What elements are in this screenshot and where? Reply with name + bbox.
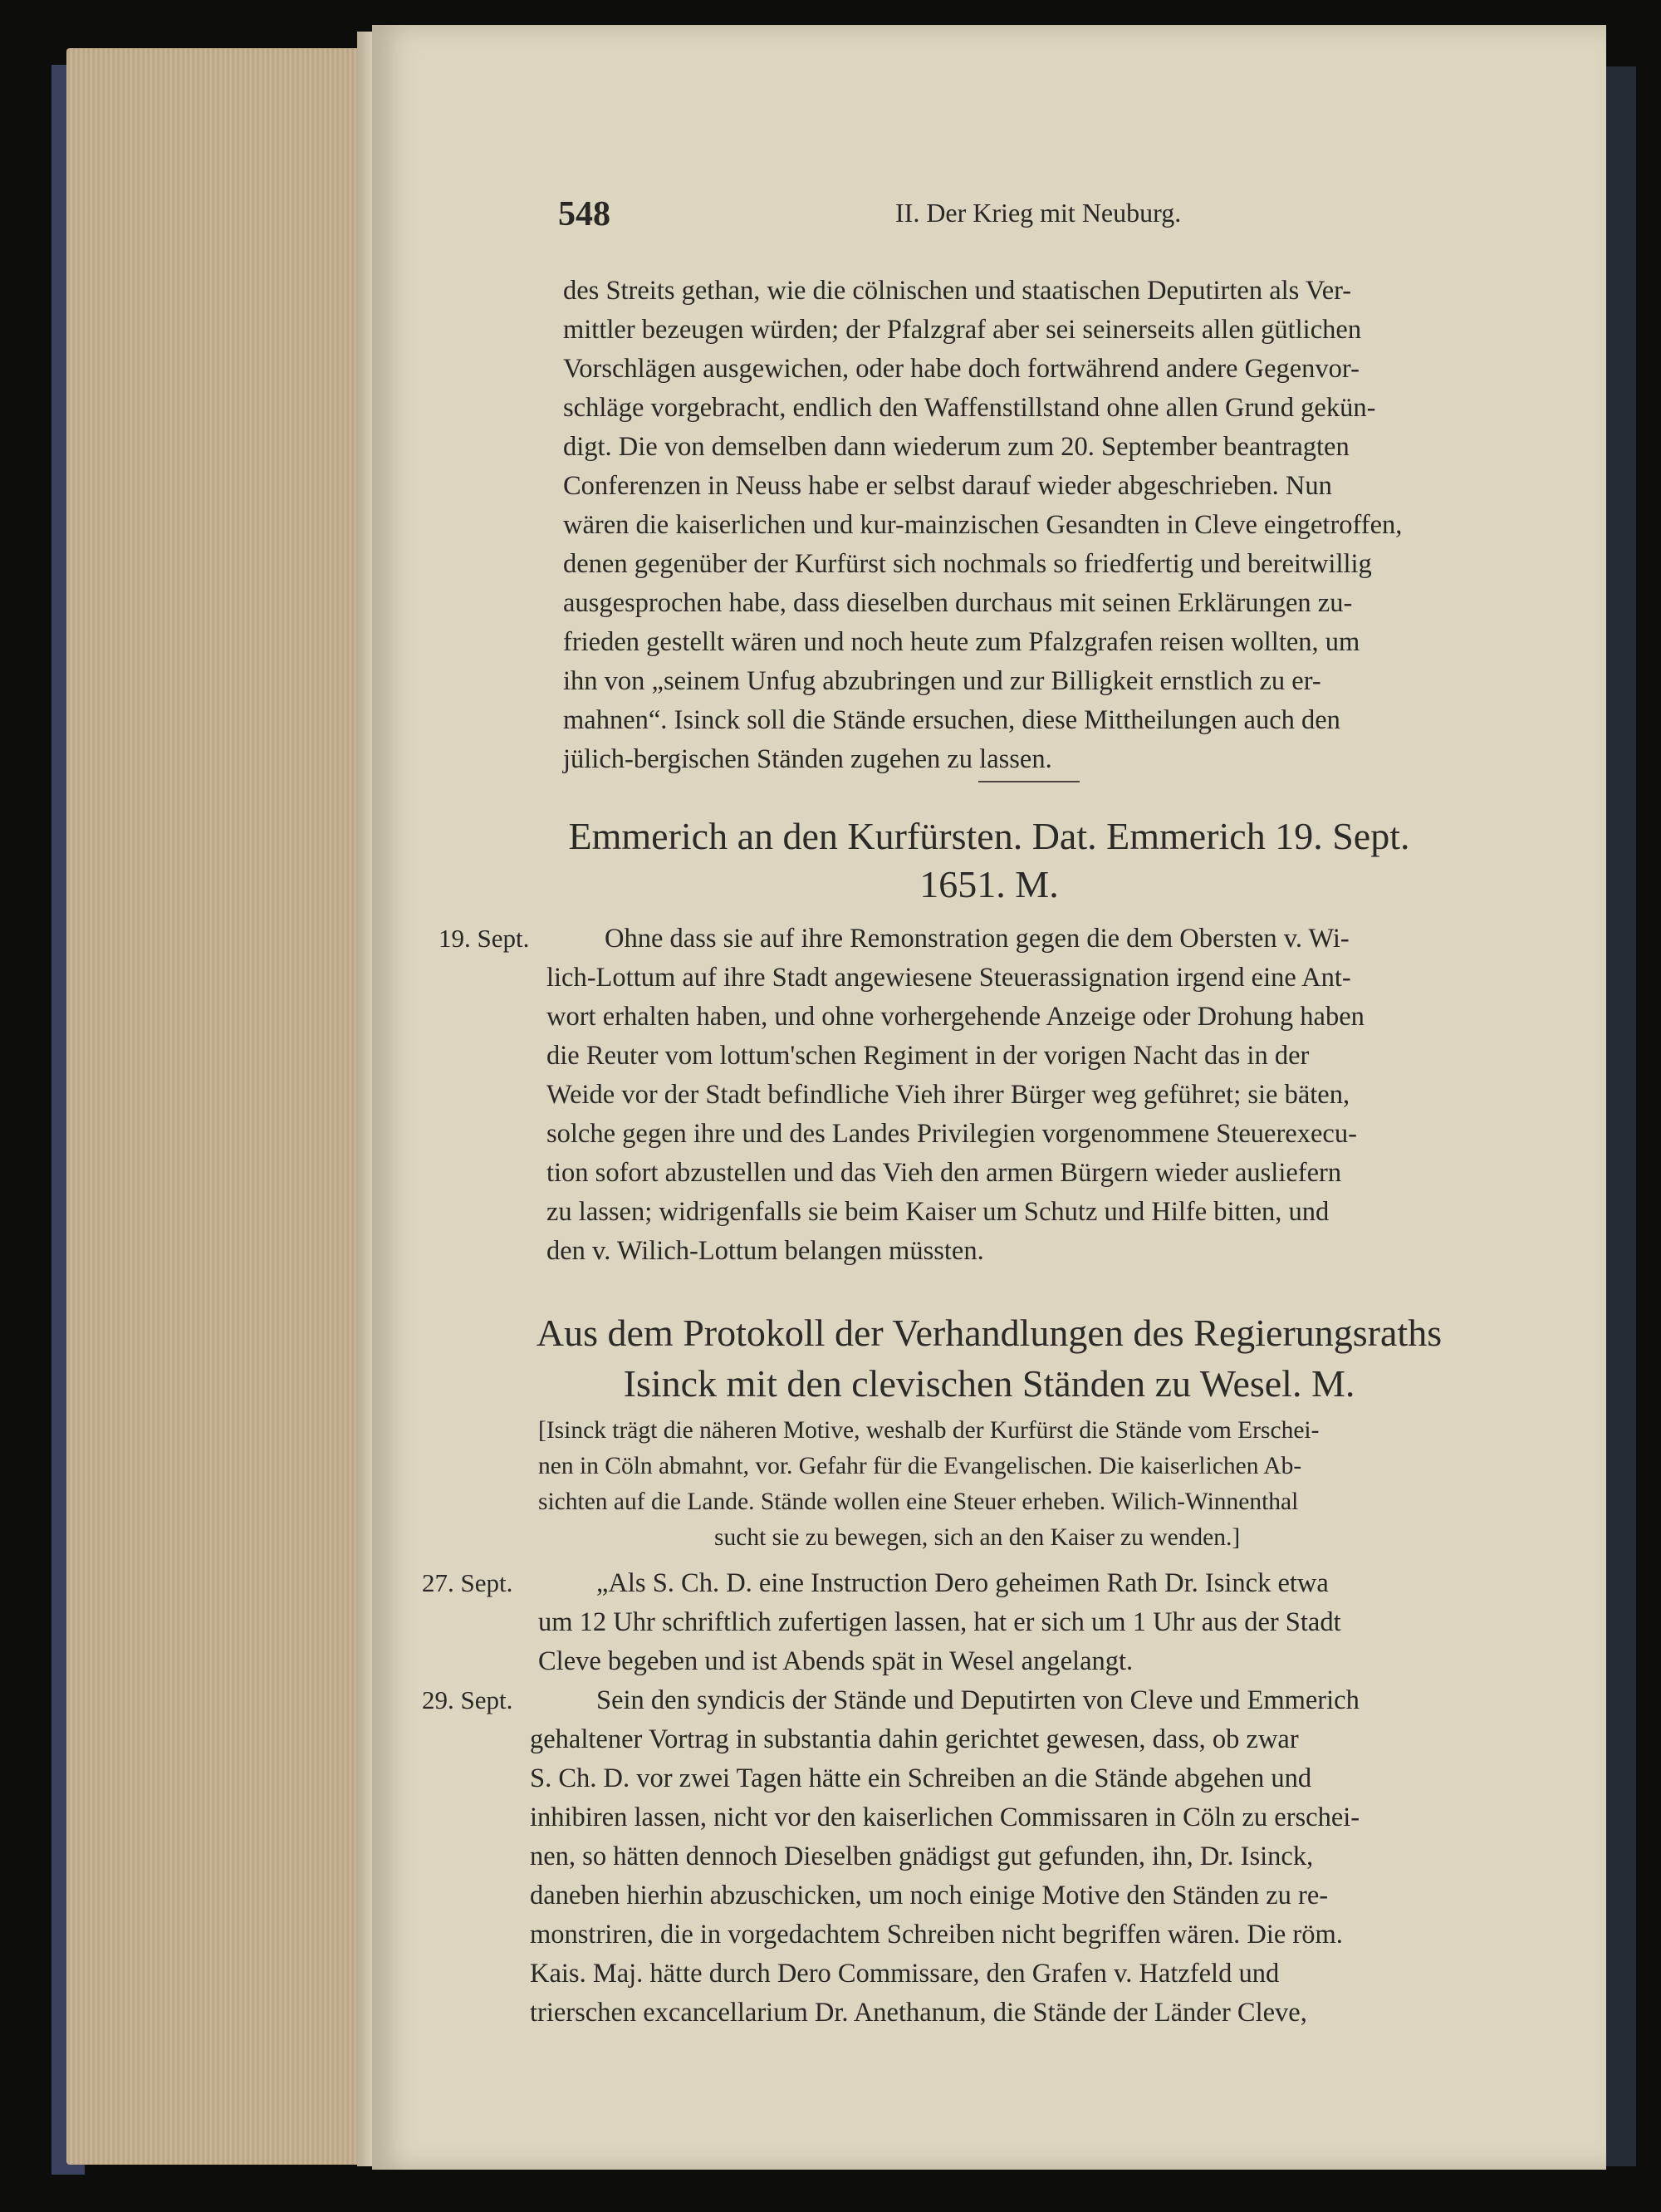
text-line: digt. Die von demselben dann wiederum zum 20. September beantragten	[563, 432, 1350, 462]
margin-date: 27. Sept.	[422, 1568, 513, 1597]
text-line: Vorschlägen ausgewichen, oder habe doch fortwährend andere Gegenvor-	[563, 354, 1360, 384]
text-line: ihn von „seinem Unfug abzubringen und zur Billigkeit ernstlich zu er-	[563, 666, 1321, 696]
text-line: „Als S. Ch. D. eine Instruction Dero geheimen Rath Dr. Isinck etwa	[596, 1568, 1329, 1598]
summary-note-line: [Isinck trägt die näheren Motive, weshalb der Kurfürst die Stände vom Erschei-	[538, 1417, 1320, 1444]
text-line: des Streits gethan, wie die cölnischen und staatischen Deputirten als Ver-	[563, 276, 1352, 306]
text-line: zu lassen; widrigenfalls sie beim Kaiser um Schutz und Hilfe bitten, und	[546, 1197, 1330, 1227]
text-line: Conferenzen in Neuss habe er selbst darauf wieder abgeschrieben. Nun	[563, 471, 1332, 501]
text-line: ausgesprochen habe, dass dieselben durchaus mit seinen Erklärungen zu-	[563, 588, 1353, 618]
text-line: frieden gestellt wären und noch heute zum Pfalzgrafen reisen wollten, um	[563, 627, 1360, 657]
summary-note-line: sichten auf die Lande. Stände wollen eine Steuer erheben. Wilich-Winnenthal	[538, 1489, 1299, 1515]
text-line: gehaltener Vortrag in substantia dahin gerichtet gewesen, dass, ob zwar	[530, 1724, 1299, 1754]
book-right-edge	[1606, 66, 1636, 2166]
text-line: um 12 Uhr schriftlich zufertigen lassen, hat er sich um 1 Uhr aus der Stadt	[538, 1607, 1341, 1637]
text-line: jülich-bergischen Ständen zugehen zu lassen.	[563, 744, 1052, 774]
section-divider	[978, 781, 1080, 782]
text-line: tion sofort abzustellen und das Vieh den armen Bürgern wieder ausliefern	[546, 1158, 1342, 1188]
section-heading: 1651. M.	[919, 863, 1059, 905]
margin-date: 19. Sept.	[439, 924, 530, 953]
text-line: Weide vor der Stadt befindliche Vieh ihrer Bürger weg geführet; sie bäten,	[546, 1080, 1350, 1110]
running-title: II. Der Krieg mit Neuburg.	[895, 198, 1182, 228]
text-line: solche gegen ihre und des Landes Privilegien vorgenommene Steuerexecu-	[546, 1119, 1357, 1149]
text-line: Kais. Maj. hätte durch Dero Commissare, den Grafen v. Hatzfeld und	[530, 1959, 1280, 1989]
text-line: den v. Wilich-Lottum belangen müssten.	[546, 1236, 984, 1266]
text-line: lich-Lottum auf ihre Stadt angewiesene Steuerassignation irgend eine Ant-	[546, 963, 1351, 993]
section-heading: Aus dem Protokoll der Verhandlungen des Regierungsraths	[536, 1312, 1443, 1354]
text-line: mahnen“. Isinck soll die Stände ersuchen, diese Mittheilungen auch den	[563, 705, 1340, 735]
margin-date: 29. Sept.	[422, 1685, 513, 1714]
page-number: 548	[558, 195, 610, 233]
text-line: wort erhalten haben, und ohne vorhergehende Anzeige oder Drohung haben	[546, 1002, 1365, 1032]
text-line: mittler bezeugen würden; der Pfalzgraf aber sei seinerseits allen gütlichen	[563, 315, 1362, 345]
text-line: inhibiren lassen, nicht vor den kaiserlichen Commissaren in Cöln zu erschei-	[530, 1802, 1360, 1832]
text-line: Sein den syndicis der Stände und Deputirten von Cleve und Emmerich	[596, 1685, 1360, 1715]
summary-note-line: nen in Cöln abmahnt, vor. Gefahr für die Evangelischen. Die kaiserlichen Ab-	[538, 1453, 1302, 1479]
book-page	[372, 25, 1606, 2170]
text-line: nen, so hätten dennoch Dieselben gnädigst gut gefunden, ihn, Dr. Isinck,	[530, 1842, 1314, 1871]
text-line: daneben hierhin abzuschicken, um noch einige Motive den Ständen zu re-	[530, 1881, 1329, 1910]
text-line: Cleve begeben und ist Abends spät in Wesel angelangt.	[538, 1646, 1134, 1676]
text-line: Ohne dass sie auf ihre Remonstration gegen die dem Obersten v. Wi-	[605, 924, 1350, 954]
section-heading: Isinck mit den clevischen Ständen zu Wesel. M.	[623, 1362, 1355, 1405]
text-line: schläge vorgebracht, endlich den Waffenstillstand ohne allen Grund gekün-	[563, 393, 1376, 423]
text-line: wären die kaiserlichen und kur-mainzischen Gesandten in Cleve eingetroffen,	[563, 510, 1403, 540]
text-line: monstriren, die in vorgedachtem Schreiben nicht begriffen wären. Die röm.	[530, 1920, 1343, 1950]
text-line: die Reuter vom lottum'schen Regiment in der vorigen Nacht das in der	[546, 1041, 1310, 1071]
section-heading: Emmerich an den Kurfürsten. Dat. Emmerich 19. Sept.	[568, 815, 1410, 857]
page-stack	[357, 32, 374, 2166]
book-page-edges	[66, 48, 365, 2165]
text-line: S. Ch. D. vor zwei Tagen hätte ein Schreiben an die Stände abgehen und	[530, 1763, 1312, 1793]
summary-note-line: sucht sie zu bewegen, sich an den Kaiser zu wenden.]	[714, 1524, 1241, 1551]
text-line: denen gegenüber der Kurfürst sich nochmals so friedfertig und bereitwillig	[563, 549, 1372, 579]
text-line: trierschen excancellarium Dr. Anethanum, die Stände der Länder Cleve,	[530, 1998, 1307, 2028]
